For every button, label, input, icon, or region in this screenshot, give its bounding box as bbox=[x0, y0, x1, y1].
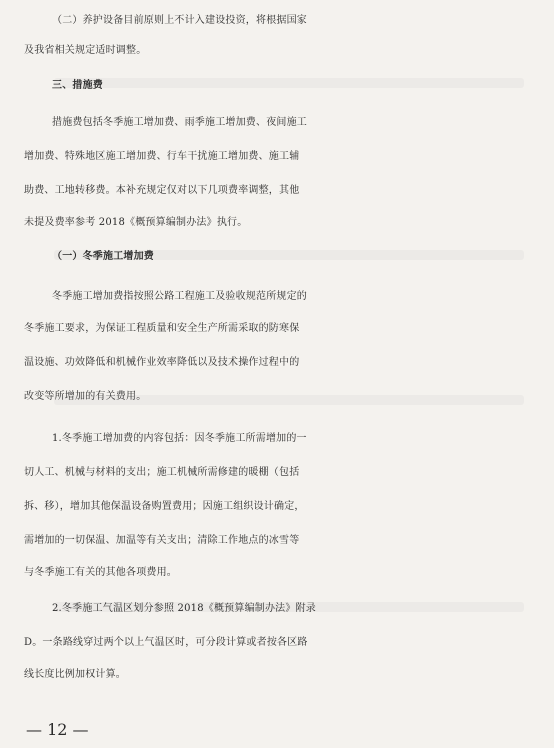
page-number: — 12 — bbox=[26, 720, 89, 739]
paragraph-line: D。一条路线穿过两个以上气温区时，可分段计算或者按各区路 bbox=[24, 637, 308, 648]
paragraph-line: 切人工、机械与材料的支出；施工机械所需修建的暖棚（包括 bbox=[24, 467, 300, 478]
paragraph-line: 措施费包括冬季施工增加费、雨季施工增加费、夜间施工 bbox=[52, 117, 307, 128]
paragraph-line: 1.冬季施工增加费的内容包括：因冬季施工所需增加的一 bbox=[52, 433, 307, 444]
paragraph-line: 需增加的一切保温、加温等有关支出；清除工作地点的冰雪等 bbox=[24, 535, 300, 546]
paragraph-line: 及我省相关规定适时调整。 bbox=[24, 45, 147, 56]
paragraph-line: 冬季施工要求，为保证工程质量和安全生产所需采取的防寒保 bbox=[24, 323, 300, 334]
paragraph-line: 线长度比例加权计算。 bbox=[24, 669, 126, 680]
paragraph-line: 拆、移），增加其他保温设备购置费用；因施工组织设计确定， bbox=[24, 501, 305, 512]
paragraph-line: 未提及费率参考 2018《概预算编制办法》执行。 bbox=[24, 217, 248, 228]
subsection-heading: （一）冬季施工增加费 bbox=[52, 251, 154, 262]
paragraph-line: 冬季施工增加费指按照公路工程施工及验收规范所规定的 bbox=[52, 291, 307, 302]
section-heading: 三、措施费 bbox=[52, 80, 103, 91]
paragraph-line: 与冬季施工有关的其他各项费用。 bbox=[24, 567, 177, 578]
paragraph-line: 助费、工地转移费。本补充规定仅对以下几项费率调整，其他 bbox=[24, 185, 300, 196]
paragraph-line: 2.冬季施工气温区划分参照 2018《概预算编制办法》附录 bbox=[52, 603, 316, 614]
paragraph-line: 增加费、特殊地区施工增加费、行车干扰施工增加费、施工辅 bbox=[24, 151, 300, 162]
paragraph-line: 改变等所增加的有关费用。 bbox=[24, 391, 147, 402]
paragraph-line: 温设施、功效降低和机械作业效率降低以及技术操作过程中的 bbox=[24, 357, 300, 368]
paragraph-line: （二）养护设备目前原则上不计入建设投资，将根据国家 bbox=[52, 15, 307, 26]
